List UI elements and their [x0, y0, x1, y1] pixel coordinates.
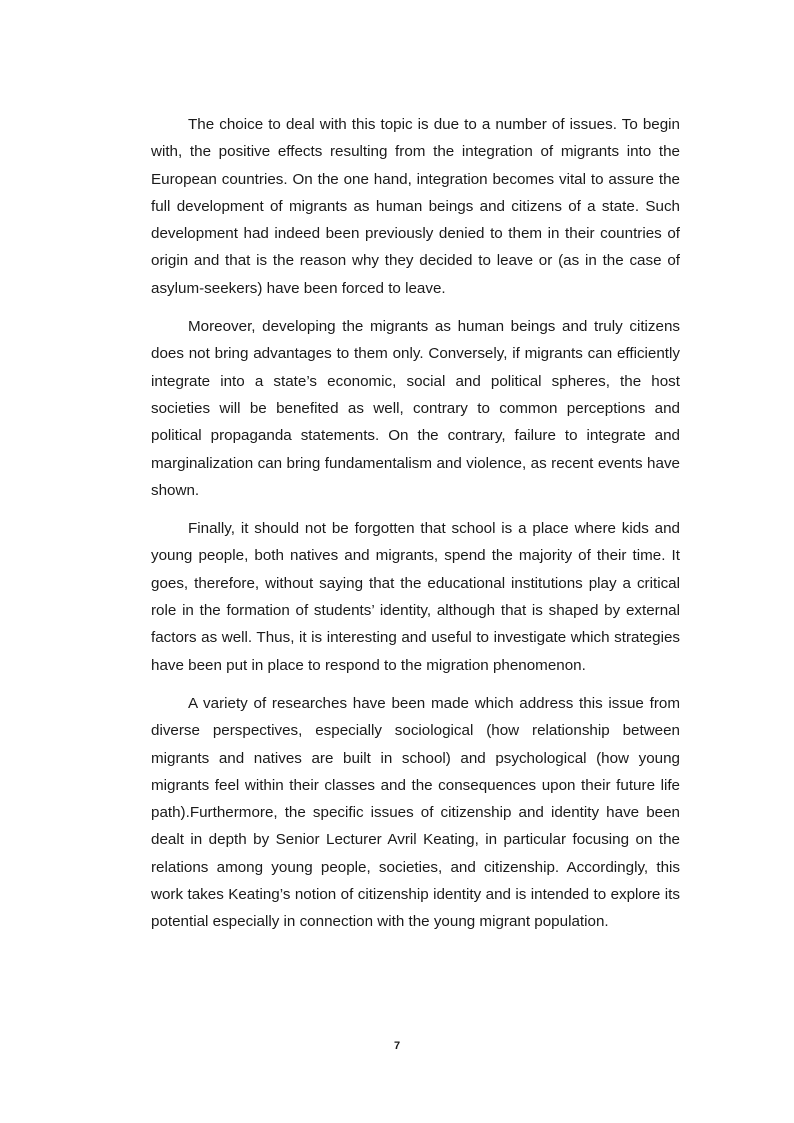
paragraph-motivation: The choice to deal with this topic is due to a number of issues. To begin with, the positive effects resulting from the integration of migrants into the European countries. On the one hand, integration becomes vital to assure the full development of migrants as human beings and citizens of a state. Such development had indeed been previously denied to them in their countries of origin and that is the reason why they decided to leave or (as in the case of asylum-seekers) have been forced to leave.: [151, 116, 680, 297]
paragraph-school-role: Finally, it should not be forgotten that school is a place where kids and young people, both natives and migrants, spend the majority of their time. It goes, therefore, without saying that the educational institutions play a critical role in the formation of students’ identity, although that is shaped by external factors as well. Thus, it is interesting and useful to investigate which strategies have been put in place to respond to the migration phenomenon.: [151, 520, 680, 674]
paragraph-research: A variety of researches have been made which address this issue from diverse perspectives, especially sociological (how relationship between migrants and natives are built in school) and psychological (how young migrants feel within their classes and the consequences upon their future life path).Furthermore, the specific issues of citizenship and identity have been dealt in depth by Senior Lecturer Avril Keating, in particular focusing on the relations among young people, societies, and citizenship. Accordingly, this work takes Keating’s notion of citizenship identity and is intended to explore its potential especially in connection with the young migrant population.: [151, 694, 680, 931]
page-number: 7: [393, 1040, 401, 1052]
paragraph-advantages: Moreover, developing the migrants as human beings and truly citizens does not bring advantages to them only. Conversely, if migrants can efficiently integrate into a state’s economic, social and political spheres, the host societies will be benefited as well, contrary to common perceptions and political propaganda statements. On the contrary, failure to integrate and marginalization can bring fundamentalism and violence, as recent events have shown.: [151, 318, 680, 499]
body-text: [151, 111, 680, 947]
